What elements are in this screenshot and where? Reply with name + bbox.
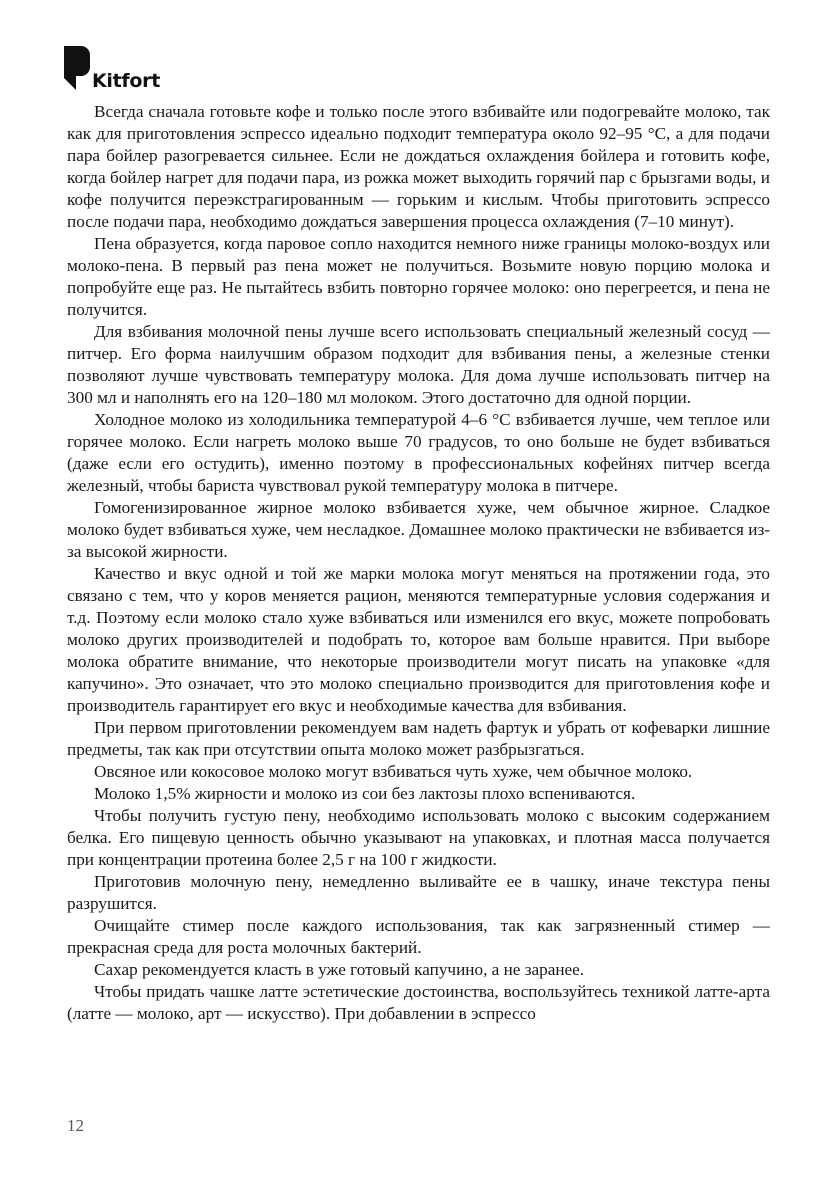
paragraph: Качество и вкус одной и той же марки молока могут меняться на протяжении года, это связано с тем, что у коров меняется рацион, меняются температурные условия содержания и т.д. Поэтому если молоко стало хуже взбиваться или изменился его вкус, можете попробовать молоко других производителей и подобрать то, которое вам больше нравится. При выборе молока обратите внимание, что некоторые производители могут писать на упаковке «для капучино». Это означает, что это молоко специально производится для приготовления кофе и производитель гарантирует его вкус и необходимые качества для взбивания. <box>67 564 770 715</box>
paragraph: Чтобы придать чашке латте эстетические достоинства, воспользуйтесь техникой латте-арта (латте — молоко, арт — искусство). При добавлении в эспрессо <box>67 982 770 1023</box>
paragraph: Всегда сначала готовьте кофе и только после этого взбивайте или подогревайте молоко, так как для приготовления эспрессо идеально подходит температура около 92–95 °С, а для подачи пара бойлер разогревается сильнее. Если не дождаться охлаждения бойлера и готовить кофе, когда бойлер нагрет для подачи пара, из рожка может выходить горячий пар с брызгами воды, и кофе получится переэкстрагированным — горьким и кислым. Чтобы приготовить эспрессо после подачи пара, необходимо дождаться завершения процесса охлаждения (7–10 минут). <box>67 102 770 231</box>
paragraph: Очищайте стимер после каждого использования, так как загрязненный стимер — прекрасная среда для роста молочных бактерий. <box>67 916 770 957</box>
paragraph: Сахар рекомендуется класть в уже готовый капучино, а не заранее. <box>94 960 585 979</box>
page-number: 12 <box>67 1116 84 1135</box>
paragraph: Гомогенизированное жирное молоко взбивается хуже, чем обычное жирное. Сладкое молоко будет взбиваться хуже, чем несладкое. Домашнее молоко практически не взбивается из-за высокой жирности. <box>67 498 770 561</box>
paragraph: Пена образуется, когда паровое сопло находится немного ниже границы молоко-воздух или молоко-пена. В первый раз пена может не получиться. Возьмите новую порцию молока и попробуйте еще раз. Не пытайтесь взбить повторно горячее молоко: оно перегреется, и пена не получится. <box>67 234 770 319</box>
body-text <box>67 101 770 1025</box>
paragraph: Овсяное или кокосовое молоко могут взбиваться чуть хуже, чем обычное молоко. <box>94 762 693 781</box>
paragraph: Чтобы получить густую пену, необходимо использовать молоко с высоким содержанием белка. Его пищевую ценность обычно указывают на упаковках, и плотная масса получается при концентрации протеина более 2,5 г на 100 г жидкости. <box>67 806 770 869</box>
paragraph: Приготовив молочную пену, немедленно выливайте ее в чашку, иначе текстура пены разрушится. <box>67 872 770 913</box>
paragraph: Молоко 1,5% жирности и молоко из сои без лактозы плохо вспениваются. <box>94 784 636 803</box>
kitfort-logo-icon <box>64 46 90 90</box>
brand-logo <box>64 44 174 94</box>
brand-name: Kitfort <box>92 70 160 92</box>
paragraph: При первом приготовлении рекомендуем вам надеть фартук и убрать от кофеварки лишние предметы, так как при отсутствии опыта молоко может разбрызгаться. <box>67 718 770 759</box>
paragraph: Холодное молоко из холодильника температурой 4–6 °С взбивается лучше, чем теплое или горячее молоко. Если нагреть молоко выше 70 градусов, то оно больше не будет взбиваться (даже если его остудить), именно поэтому в профессиональных кофейнях питчер всегда железный, чтобы бариста чувствовал рукой температуру молока в питчере. <box>67 410 770 495</box>
paragraph: Для взбивания молочной пены лучше всего использовать специальный железный сосуд — питчер. Его форма наилучшим образом подходит для взбивания пены, а железные стенки позволяют лучше чувствовать температуру молока. Для дома лучше использовать питчер на 300 мл и наполнять его на 120–180 мл молоком. Этого достаточно для одной порции. <box>67 322 770 407</box>
